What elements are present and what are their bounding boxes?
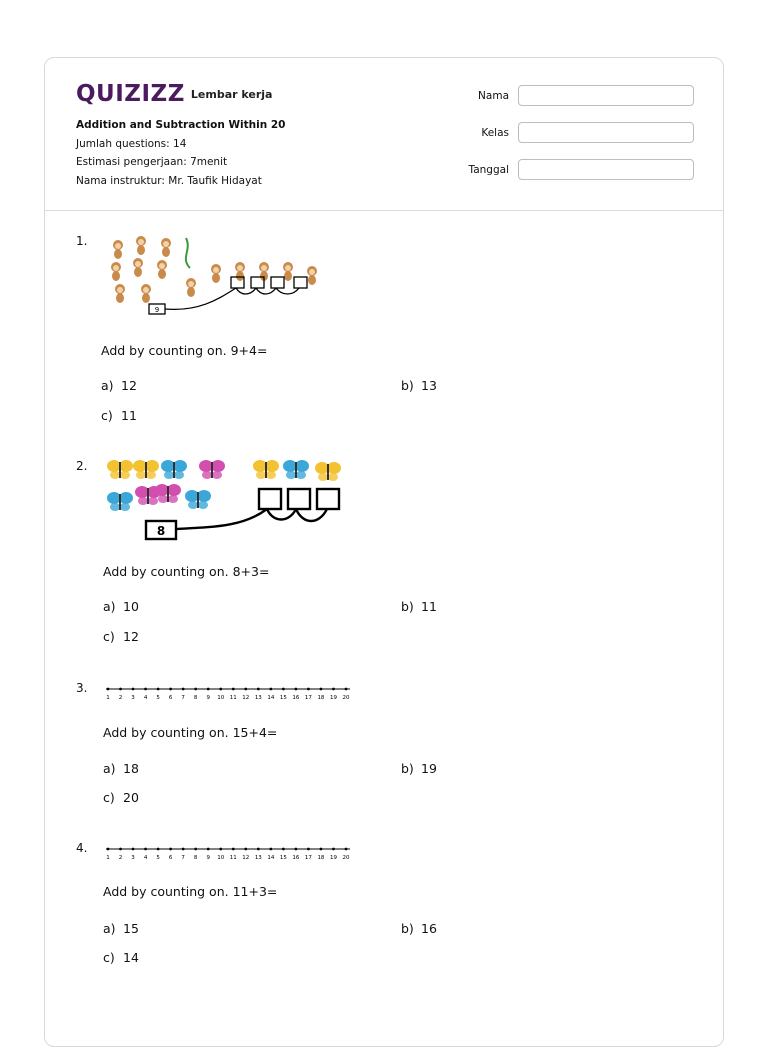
number-line-label: 2 xyxy=(118,695,123,701)
number-line-label: 14 xyxy=(267,855,275,861)
number-line-label: 1 xyxy=(106,695,110,701)
question-text: Add by counting on. 8+3= xyxy=(103,564,270,579)
number-line-label: 3 xyxy=(131,855,135,861)
number-line-label: 7 xyxy=(181,695,185,701)
class-input[interactable] xyxy=(518,122,694,143)
number-line-label: 9 xyxy=(206,855,210,861)
number-line-dot xyxy=(119,688,122,691)
number-line-dot xyxy=(144,848,147,851)
question-number: 1. xyxy=(76,234,88,248)
number-line-image xyxy=(104,845,354,863)
number-line-label: 11 xyxy=(229,855,237,861)
butterfly-icon xyxy=(315,462,341,481)
number-line-dot xyxy=(269,848,272,851)
question-text: Add by counting on. 11+3= xyxy=(103,884,278,899)
number-line-label: 14 xyxy=(267,695,275,701)
question-count: Jumlah questions: 14 xyxy=(76,137,187,150)
number-line-label: 15 xyxy=(279,855,287,861)
quizizz-logo: QUIZIZZ xyxy=(76,81,185,107)
butterfly-icon xyxy=(283,460,309,479)
instructor-name: Nama instruktur: Mr. Taufik Hidayat xyxy=(76,174,262,187)
name-input[interactable] xyxy=(518,85,694,106)
time-estimate: Estimasi pengerjaan: 7menit xyxy=(76,156,228,168)
butterfly-icon xyxy=(253,460,279,479)
number-line-label: 16 xyxy=(292,855,300,861)
option-c[interactable]: c) 12 xyxy=(103,629,139,644)
monkeys-counting-image xyxy=(100,228,340,320)
number-line-label: 2 xyxy=(118,855,123,861)
number-line-dot xyxy=(294,688,297,691)
number-line-dot xyxy=(320,848,323,851)
monkey-icon xyxy=(161,238,171,257)
number-line-dot xyxy=(219,848,222,851)
number-line-dot xyxy=(194,848,197,851)
number-line-label: 5 xyxy=(156,695,160,701)
number-line-dot xyxy=(320,688,323,691)
number-line-dot xyxy=(157,848,160,851)
number-line-dot xyxy=(132,688,135,691)
monkey-icon xyxy=(307,266,317,285)
butterfly-group xyxy=(107,460,341,511)
number-line-label: 20 xyxy=(342,855,350,861)
butterfly-icon xyxy=(107,492,133,511)
number-line-label: 10 xyxy=(217,695,225,701)
monkey-icon xyxy=(111,262,121,281)
number-line-dot xyxy=(345,688,348,691)
number-line-dot xyxy=(232,688,235,691)
number-line-dot xyxy=(244,848,247,851)
number-line-dot xyxy=(132,848,135,851)
worksheet-label: Lembar kerja xyxy=(190,87,273,101)
option-b[interactable]: b) 11 xyxy=(401,599,437,614)
number-line-dot xyxy=(232,848,235,851)
number-line-label: 13 xyxy=(254,855,262,861)
question-text: Add by counting on. 15+4= xyxy=(103,725,278,740)
number-line-label: 8 xyxy=(193,855,198,861)
number-line-label: 19 xyxy=(329,695,337,701)
worksheet-meta xyxy=(76,116,286,190)
number-line-dot xyxy=(144,688,147,691)
number-line-dot xyxy=(157,688,160,691)
option-a[interactable]: a) 12 xyxy=(101,378,137,393)
monkey-icon xyxy=(115,284,125,303)
name-field xyxy=(445,85,694,106)
option-a[interactable]: a) 10 xyxy=(103,599,139,614)
number-line-dot xyxy=(282,848,285,851)
number-line-dot xyxy=(207,688,210,691)
monkey-icon xyxy=(136,236,146,255)
number-line-label: 12 xyxy=(242,695,250,701)
number-line-label: 18 xyxy=(317,695,325,701)
option-b[interactable]: b) 19 xyxy=(401,761,437,776)
option-c[interactable]: c) 14 xyxy=(103,950,139,965)
vine-icon xyxy=(186,238,190,268)
number-line-dot xyxy=(207,848,210,851)
option-a[interactable]: a) 18 xyxy=(103,761,139,776)
brand xyxy=(76,81,272,107)
monkey-icon xyxy=(141,284,151,303)
number-line-dot xyxy=(182,848,185,851)
option-b[interactable]: b) 13 xyxy=(401,378,437,393)
number-line-label: 6 xyxy=(168,855,173,861)
number-line-dot xyxy=(107,688,110,691)
number-line-dot xyxy=(119,848,122,851)
option-b[interactable]: b) 16 xyxy=(401,921,437,936)
number-line-label: 20 xyxy=(342,695,350,701)
worksheet xyxy=(44,57,724,1047)
monkey-group xyxy=(111,236,317,303)
number-line-label: 8 xyxy=(193,695,198,701)
option-a[interactable]: a) 15 xyxy=(103,921,139,936)
number-line-dot xyxy=(294,848,297,851)
start-number: 9 xyxy=(154,306,160,314)
number-line-label: 7 xyxy=(181,855,185,861)
butterfly-icon xyxy=(199,460,225,479)
number-line-label: 17 xyxy=(304,695,312,701)
date-label: Tanggal xyxy=(468,163,509,176)
number-line-dot xyxy=(332,848,335,851)
number-line-dot xyxy=(307,688,310,691)
number-line-dot xyxy=(257,848,260,851)
question-number: 3. xyxy=(76,681,88,695)
date-input[interactable] xyxy=(518,159,694,180)
number-line-label: 3 xyxy=(131,695,135,701)
number-line-dot xyxy=(332,688,335,691)
number-line-label: 9 xyxy=(206,695,210,701)
number-line-label: 18 xyxy=(317,855,325,861)
number-line-image xyxy=(104,685,354,703)
class-field xyxy=(445,122,694,143)
worksheet-header xyxy=(45,58,723,211)
number-line-dot xyxy=(307,848,310,851)
date-field xyxy=(445,159,694,180)
option-c[interactable]: c) 20 xyxy=(103,790,139,805)
number-line-dot xyxy=(244,688,247,691)
question-text: Add by counting on. 9+4= xyxy=(101,343,268,358)
number-line-dot xyxy=(169,688,172,691)
monkey-icon xyxy=(157,260,167,279)
butterfly-icon xyxy=(185,490,211,509)
number-line-dot xyxy=(345,848,348,851)
number-line-dot xyxy=(219,688,222,691)
number-line-label: 6 xyxy=(168,695,173,701)
question-number: 2. xyxy=(76,459,88,473)
butterfly-icon xyxy=(133,460,159,479)
start-number: 8 xyxy=(156,524,166,538)
number-line-label: 15 xyxy=(279,695,287,701)
monkey-icon xyxy=(113,240,123,259)
number-line-label: 1 xyxy=(106,855,110,861)
question-number: 4. xyxy=(76,841,88,855)
number-line-dot xyxy=(282,688,285,691)
number-line-label: 19 xyxy=(329,855,337,861)
number-line-label: 4 xyxy=(143,855,148,861)
number-line-dot xyxy=(269,688,272,691)
number-line-label: 16 xyxy=(292,695,300,701)
number-line-label: 13 xyxy=(254,695,262,701)
butterfly-icon xyxy=(107,460,133,479)
number-line-dot xyxy=(182,688,185,691)
butterfly-icon xyxy=(161,460,187,479)
monkey-icon xyxy=(186,278,196,297)
number-line-label: 5 xyxy=(156,855,160,861)
butterflies-counting-image xyxy=(103,455,353,541)
number-line-dot xyxy=(194,688,197,691)
number-line-label: 4 xyxy=(143,695,148,701)
monkey-icon xyxy=(211,264,221,283)
number-line-dot xyxy=(107,848,110,851)
class-label: Kelas xyxy=(481,126,509,139)
number-line-label: 10 xyxy=(217,855,225,861)
number-line-label: 11 xyxy=(229,695,237,701)
number-line-dot xyxy=(169,848,172,851)
name-label: Nama xyxy=(478,89,509,102)
monkey-icon xyxy=(133,258,143,277)
number-line-label: 17 xyxy=(304,855,312,861)
option-c[interactable]: c) 11 xyxy=(101,408,137,423)
number-line-dot xyxy=(257,688,260,691)
worksheet-title: Addition and Subtraction Within 20 xyxy=(76,119,286,131)
number-line-label: 12 xyxy=(242,855,250,861)
butterfly-icon xyxy=(155,484,181,503)
